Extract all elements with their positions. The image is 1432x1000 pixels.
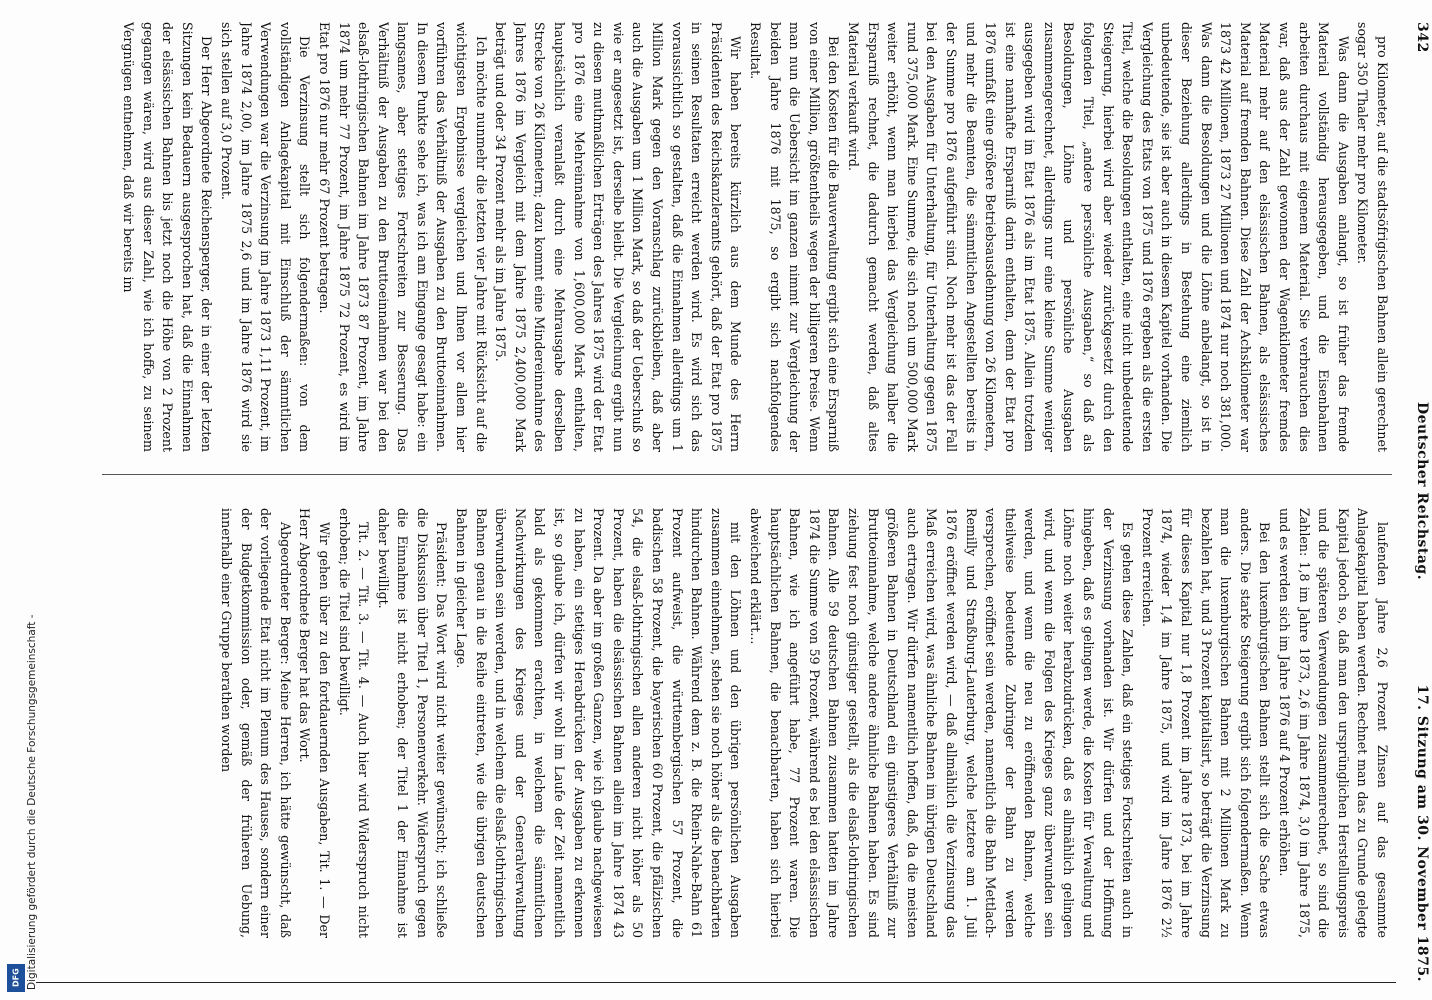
column-divider xyxy=(102,474,1392,475)
paragraph: Wir haben bereits kürzlich aus dem Munde des Herrn Präsidenten des Reichskanzleramts gehört, daß der Etat pro 1875 in seinen Resultaten erreicht werden wird. Es wird sich das voraussichtlich so gestalten, daß die Einnahmen allerdings um 1 Million Mark gegen den Voranschlag zurückbleiben, daß aber auch die Ausgaben um 1 Million Mark, so daß der Ueberschuß so wie er angesetzt ist, derselbe bleibt. Die Vergleichung ergibt nun zu diesen muthmaßlichen Erträgen des Jahres 1875 wird der Etat pro 1876 eine Mehreinnahme von 1,600,000 Mark enthalten, hauptsächlich veranlaßt durch eine Mehrausgabe derselben Strecke von 26 Kilometern; dazu kommt eine Mindereinnahme des Jahres 1876 im Vergleich mit dem Jahre 1875 2,400,000 Mark beträgt und oder 34 Prozent mehr als im Jahre 1875. xyxy=(493,22,744,452)
paragraph: laufenden Jahre 2,6 Prozent Zinsen auf das gesammte Anlagekapital haben werden. Rechnet man das zu Grunde gelegte Kapital jedoch so, daß man den ursprünglichen Herstellungspreis und die späteren Verwendungen zusammenrechnet, so sind die Zahlen: 1,8 im Jahre 1873, 2,6 im Jahre 1874, 3,0 im Jahre 1875, und es werden sich im Jahre 1876 auf 4 Prozent erhöhen. xyxy=(1277,508,1390,938)
text-column-right xyxy=(92,508,1392,938)
paragraph: Der Herr Abgeordnete Reichensperger, der in einer der letzten Sitzungen kein Bedauern ausgesprochen hat, daß die Einnahmen der elsässischen Bahnen bis jetzt noch die Höhe von 2 Prozent gegangen wären, wird aus dieser Zahl, wie ich hoffe, zu seinem Vergnügen entnehmen, daß wir bereits im xyxy=(121,22,215,452)
digitization-credit: Digitalisierung gefördert durch die Deutsche Forschungsgemeinschaft - xyxy=(26,614,38,990)
paragraph: Es gehen diese Zahlen, daß ein stetiges Fortschreiten auch in der Verzinsung vorhanden ist. Wir dürfen und der Hoffnung hingeben, daß es gelingen werde, die Kosten für Verwaltung und Löhne noch weiter herabzudrücken, daß es allmählich gelingen wird, und wenn die Folgen des Krieges ganz überwunden sein werden, und wenn die neu zu eröffnenden Bahnen, welche theilweise bedeutende Zubringer der Bahn zu werden versprechen, eröffnet sein werden, namentlich die Bahn Mettlach-Remilly und Straßburg-Lauterburg, welche letztere am 1. Juli 1876 eröffnet werden wird, — daß allmählich die Verzinsung das Maß erreichen wird, was ähnliche Bahnen im übrigen Deutschland auch ertragen. Wir dürfen namentlich hoffen, daß, da die meisten größeren Bahnen in Deutschland ein günstigeres Verhältniß zur Bruttoeinnahme, welche andere ähnliche Bahnen haben. Es sind ziehung fest noch günstiger gestellt, als die elsaß-lothringischen Bahnen. Alle 59 deutschen Bahnen zusammen hatten im Jahre 1874 die Summe von 59 Prozent, während es bei den elsässischen Bahnen, wie ich angeführt habe, 77 Prozent waren. Die hauptsächlichen Bahnen, die benachbarten, haben sich hierbei abweichend erklärt... xyxy=(748,508,1136,938)
digitization-sidebar xyxy=(4,0,38,1000)
page-edge-line xyxy=(36,982,1396,983)
paragraph: Ich möchte nunmehr die letzten vier Jahre mit Rücksicht auf die wichtigsten Ergebnisse vergleichen und Ihnen vor allem hier vorführen das Verhältniß der Ausgaben zu den Bruttoeinnahmen. In diesem Punkte sehe ich, was ich am Eingange gesagt habe: ein langsames, aber stetiges Fortschreiten zur Besserung. Das Verhältniß der Ausgaben zu den Bruttoeinnahmen war bei den elsaß-lothringischen Bahnen im Jahre 1873 87 Prozent, im Jahre 1874 um mehr 77 Prozent, im Jahre 1875 72 Prozent, es wird im Etat pro 1876 nur mehr 67 Prozent betragen. xyxy=(316,22,489,452)
paragraph: Was dann die Ausgaben anlangt, so ist früher das fremde Material vollständig herausgegeben, und die Eisenbahnen arbeiten durchaus mit eigenem Material. Sie verbrauchen dies war, daß aus der Zahl gewonnen der Wagenkilometer fremdes Material mehr auf den elsässischen Bahnen, als elsässisches Material auf fremden Bahnen. Diese Zahl der Achskilometer war 1873 42 Millionen, 1873 27 Millionen und 1874 nur noch 381,000. Was dann die Besoldungen und die Löhne anbelangt, so ist in dieser Beziehung allerdings in Bestehung eine ziemlich unbedeutende, sie ist aber auch in diesem Kapitel vorhanden. Die Vergleichung des Etats von 1875 und 1876 ergeben als die ersten Titel, welche die Besoldungen enthalten, eine nicht unbedeutende Steigerung, hierbei wird aber wieder zurückgesetzt durch den folgenden Titel, „andere persönliche Ausgaben,“ so daß als Besoldungen, Löhne und persönliche Ausgaben zusammengerechnet, allerdings nur eine kleine Summe weniger ausgegeben wird im Etat 1876 als im Etat 1875. Allein trotzdem ist eine namhafte Ersparniß darin enthalten, denn der Etat pro 1876 umfaßt eine größere Betriebsausdehnung von 26 Kilometern, und mehr die Beamten, die sämmtlichen Angestellten bereits in der Summe pro 1876 aufgeführt sind. Noch mehr ist das der Fall bei den Ausgaben für Unterhaltung, für Unterhaltung gegen 1875 rund 375,000 Mark. Eine Summe, die sich noch um 500,000 Mark weiter erhöht, wenn man hierbei das Vergleichung halber die Ersparniß rechnet, die dadurch gemacht werden, daß altes Material verkauft wird. xyxy=(845,22,1351,452)
paragraph: Tit. 2. — Tit. 3. — Tit. 4. — Auch hier wird Widerspruch nicht erhoben; die Titel sind bewilligt. xyxy=(336,508,372,938)
running-title: Deutscher Reichstag. xyxy=(1414,402,1430,581)
rotated-page-content xyxy=(66,22,1432,982)
dfg-logo: DFG xyxy=(7,964,25,992)
paragraph: Wir gehen über zu den fortdauernden Ausgaben, Tit. 1. — Der Herr Abgeordnete Berger hat das Wort. xyxy=(297,508,332,938)
page-header xyxy=(1402,22,1432,982)
paragraph: Bei den Kosten für die Bauverwaltung ergibt sich eine Ersparniß von einer Million, größtentheils wegen der billigeren Preise. Wenn man nun die Uebersicht im ganzen nimmt zur Vergleichung der beiden Jahre 1876 mit 1875, so ergibt sich nachfolgendes Resultat. xyxy=(748,22,842,452)
paragraph: Die Verzinsung stellt sich folgendermaßen: von dem vollständigen Anlagekapital mit Einschluß der sämmtlichen Verwendungen war die Verzinsung im Jahre 1873 1,11 Prozent, im Jahre 1874 2,00, im Jahre 1875 2,6 und im Jahre 1876 wird sie sich stellen auf 3,0 Prozent. xyxy=(218,22,313,452)
page-number: 342 xyxy=(1414,22,1430,53)
paragraph: pro Kilometer, auf die stadtsöfrigischen Bahnen allein gerechnet sogar 350 Thaler mehr pro Kilometer. xyxy=(1355,22,1390,452)
sitting-title: 17. Sitzung am 30. November 1875. xyxy=(1414,684,1430,982)
paragraph: Abgeordneter Berger: Meine Herren, ich hätte gewünscht, daß der vorliegende Etat nicht im Plenum des Hauses, sondern einer der Budgetkommission oder, gemäß der früheren Uebung, innerhalb einer Gruppe berathen worden xyxy=(218,508,293,938)
paragraph: Bei den luxemburgischen Bahnen stellt sich die Sache etwas anders. Die starke Steigerung ergibt sich folgendermaßen. Wenn man die luxemburgischen Bahnen mit 2 Millionen Mark zu bezahlen hat, und 3 Prozent kapitalisirt, so beträgt die Verzinsung für dieses Kapital nur 1,8 Prozent im Jahre 1873, bei im Jahre 1874, wieder 1,4 im Jahre 1875, und wird im Jahre 1876 2½ Prozent erreichen. xyxy=(1139,508,1273,938)
paragraph: Präsident: Das Wort wird nicht weiter gewünscht; ich schließe die Diskussion über Titel 1, Personenverkehr. Widerspruch gegen die Einnahme ist nicht erhoben; der Titel 1 der Einnahme ist daher bewilligt. xyxy=(375,508,450,938)
text-column-left xyxy=(92,22,1392,452)
paragraph: mit den Löhnen und den übrigen persönlichen Ausgaben zusammen einnehmen, stehen sie noch höher als die benachbarten hindurchen Bahnen. Während dem z. B. die Rhein-Nahe-Bahn 61 Prozent aufweist, die württembergischen 57 Prozent, die badischen 58 Prozent, die bayerischen 60 Prozent, die pfälzischen 54, die elsaß-lothringischen allen anderen nicht höher als 50 Prozent, haben die elsässischen Bahnen allein im Jahre 1874 43 Prozent. Da aber im großen Ganzen, wie ich glaube nachgewiesen zu haben, ein stetiges Herabdrücken der Ausgaben zu erkennen ist, so glaube ich, dürfen wir wohl im Laufe der Zeit namentlich bald als gekommen erachten, in welchem die sämmtlichen Nachwirkungen des Krieges und der Generalverwaltung überwunden sein werden, und in welchem die elsaß-lothringischen Bahnen genau in die Reihe eintreten, wie die übrigen deutschen Bahnen in gleicher Lage. xyxy=(454,508,744,938)
